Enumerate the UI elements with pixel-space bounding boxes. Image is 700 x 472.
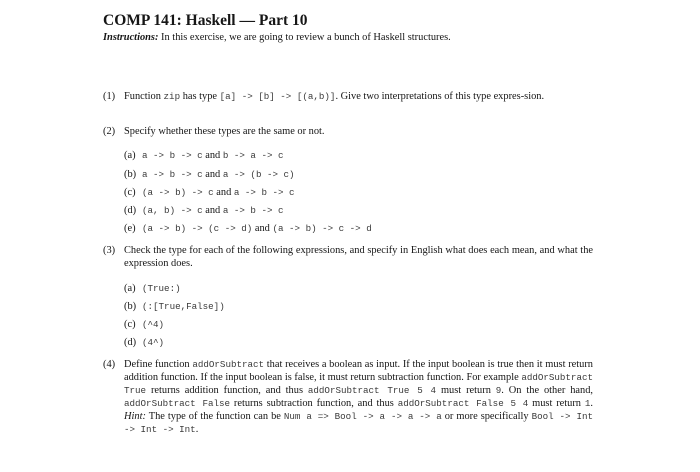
subquestion-3b: (b) (:[True,False]) xyxy=(124,301,225,312)
question-number: (2) xyxy=(103,126,116,137)
code-fragment: 1 xyxy=(584,398,591,409)
subquestion-2a: (a) a -> b -> c and b -> a -> c xyxy=(124,150,284,161)
question-2 xyxy=(103,125,593,138)
code-fragment: Num a => Bool -> a -> a -> a xyxy=(283,411,442,422)
code-fragment: addOrSubtract xyxy=(192,359,265,370)
question-number: (4) xyxy=(103,359,116,370)
page-title: COMP 141: Haskell — Part 10 xyxy=(103,12,308,29)
question-body: Specify whether these types are the same or not. xyxy=(124,126,325,137)
question-body: Function zip has type [a] -> [b] -> [(a,b)]. Give two interpretations of this type expres-sion. xyxy=(124,91,545,102)
question-3 xyxy=(103,244,593,270)
code-fragment: Bool -> Int -> Int -> Int xyxy=(124,411,593,435)
subquestion-2c: (c) (a -> b) -> c and a -> b -> c xyxy=(124,187,295,198)
instructions-text: In this exercise, we are going to review a bunch of Haskell structures. xyxy=(158,32,451,43)
instructions xyxy=(103,32,451,43)
question-body: Check the type for each of the following expressions, and specify in English what does each mean, and what the expression does. xyxy=(124,245,593,269)
code-fragment: addOrSubtract True 5 4 xyxy=(307,385,437,396)
subquestion-3d: (d) (4^) xyxy=(124,337,165,348)
subquestion-2b: (b) a -> b -> c and a -> (b -> c) xyxy=(124,169,295,180)
question-number: (1) xyxy=(103,91,116,102)
subquestion-3a: (a) (True:) xyxy=(124,283,181,294)
question-number: (3) xyxy=(103,245,116,256)
hint-label: Hint: xyxy=(124,411,146,422)
subquestion-2d: (d) (a, b) -> c and a -> b -> c xyxy=(124,205,284,216)
code-fragment: zip xyxy=(163,91,181,102)
code-fragment: addOrSubtract True xyxy=(124,372,593,396)
instructions-label: Instructions: xyxy=(103,32,159,43)
subquestion-3c: (c) (^4) xyxy=(124,319,165,330)
code-fragment: [a] -> [b] -> [(a,b)] xyxy=(219,91,336,102)
question-4 xyxy=(103,358,593,436)
code-fragment: 9 xyxy=(495,385,502,396)
code-fragment: addOrSubtract False xyxy=(124,398,231,409)
code-fragment: addOrSubtract False 5 4 xyxy=(397,398,529,409)
subquestion-2e: (e) (a -> b) -> (c -> d) and (a -> b) -> c -> d xyxy=(124,223,372,234)
question-1 xyxy=(103,90,593,103)
question-body: Define function addOrSubtract that receives a boolean as input. If the input boolean is true then it must return addition function. If the input boolean is false, it must return subtraction function. For example addOrSubtract True returns addition function, and thus addOrSubtract True 5 4 must return 9. On the other hand, addOrSubtract False returns subtraction function, and thus addOrSubtract False 5 4 must return 1. Hint: The type of the function can be Num a => Bool -> a -> a -> a or more specifically Bool -> Int -> Int -> Int. xyxy=(124,359,594,435)
